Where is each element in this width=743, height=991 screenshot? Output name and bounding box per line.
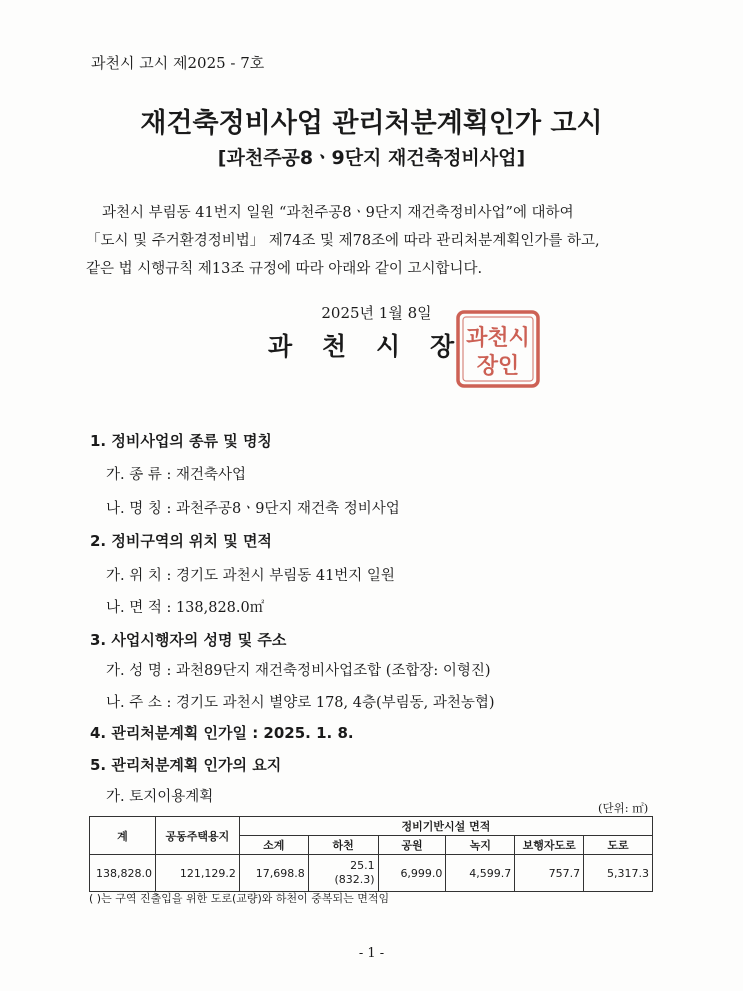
section-item: 나. 면 적 : 138,828.0㎡ [106,600,265,616]
issuer-char: 과 [268,332,293,361]
page-number: - 1 - [358,946,385,961]
section-heading: 4. 관리처분계획 인가일 : 2025. 1. 8. [90,724,354,742]
intro-line: 「도시 및 주거환경정비법」 제74조 및 제78조에 따라 관리처분계획인가를 하고, [86,233,600,249]
cell-river-top: 25.1 [350,859,375,872]
header-total: 계 [90,817,156,855]
header-sub: 보행자도로 [515,836,584,855]
section-item: 가. 토지이용계획 [106,789,214,805]
cell-total: 138,828.0 [90,855,156,892]
official-seal-icon [454,309,542,389]
section-heading: 5. 관리처분계획 인가의 요지 [90,756,282,774]
section-heading: 2. 정비구역의 위치 및 면적 [90,532,272,550]
header-infra: 정비기반시설 면적 [239,817,652,836]
header-sub: 하천 [308,836,378,855]
table-footnote: ( )는 구역 진출입을 위한 도로(교량)와 하천이 중복되는 면적임 [89,892,390,905]
seal-text-top: 과천시 [466,326,530,351]
page-title: 재건축정비사업 관리처분계획인가 고시 [140,108,603,139]
section-item: 나. 명 칭 : 과천주공8ㆍ9단지 재건축 정비사업 [106,501,400,517]
issuer-name [268,327,484,363]
cell-pedestrian: 757.7 [515,855,584,892]
land-use-table [89,816,653,892]
header-sub: 소계 [239,836,308,855]
section-item: 가. 종 류 : 재건축사업 [106,467,246,483]
table-unit: (단위: ㎡) [598,801,649,815]
issuer-char: 장 [430,332,455,361]
notice-number: 과천시 고시 제2025 - 7호 [91,54,265,72]
header-sub: 도로 [584,836,653,855]
header-housing: 공동주택용지 [155,817,239,855]
header-sub: 공원 [378,836,446,855]
intro-paragraph [86,199,686,283]
seal-text-bottom: 장인 [476,354,520,379]
issuer-char: 천 [322,332,347,361]
notice-date: 2025년 1월 8일 [321,304,432,322]
section-heading: 1. 정비사업의 종류 및 명칭 [90,432,272,450]
intro-line: 같은 법 시행규칙 제13조 규정에 따라 아래와 같이 고시합니다. [86,261,483,277]
cell-housing: 121,129.2 [155,855,239,892]
intro-line: 과천시 부림동 41번지 일원 “과천주공8ㆍ9단지 재건축정비사업”에 대하여 [102,205,574,221]
page-subtitle: [과천주공8ㆍ9단지 재건축정비사업] [217,147,526,169]
section-item: 나. 주 소 : 경기도 과천시 별양로 178, 4층(부림동, 과천농협) [106,695,495,711]
issuer-char: 시 [376,332,401,361]
cell-road: 5,317.3 [584,855,653,892]
table-row [90,855,653,892]
section-item: 가. 성 명 : 과천89단지 재건축정비사업조합 (조합장: 이형진) [106,663,491,679]
section-heading: 3. 사업시행자의 성명 및 주소 [90,631,287,649]
section-item: 가. 위 치 : 경기도 과천시 부림동 41번지 일원 [106,568,395,584]
cell-subtotal: 17,698.8 [239,855,308,892]
cell-river-bottom: (832.3) [334,873,375,886]
cell-green: 4,599.7 [446,855,515,892]
cell-river [308,855,378,892]
header-sub: 녹지 [446,836,515,855]
cell-park: 6,999.0 [378,855,446,892]
